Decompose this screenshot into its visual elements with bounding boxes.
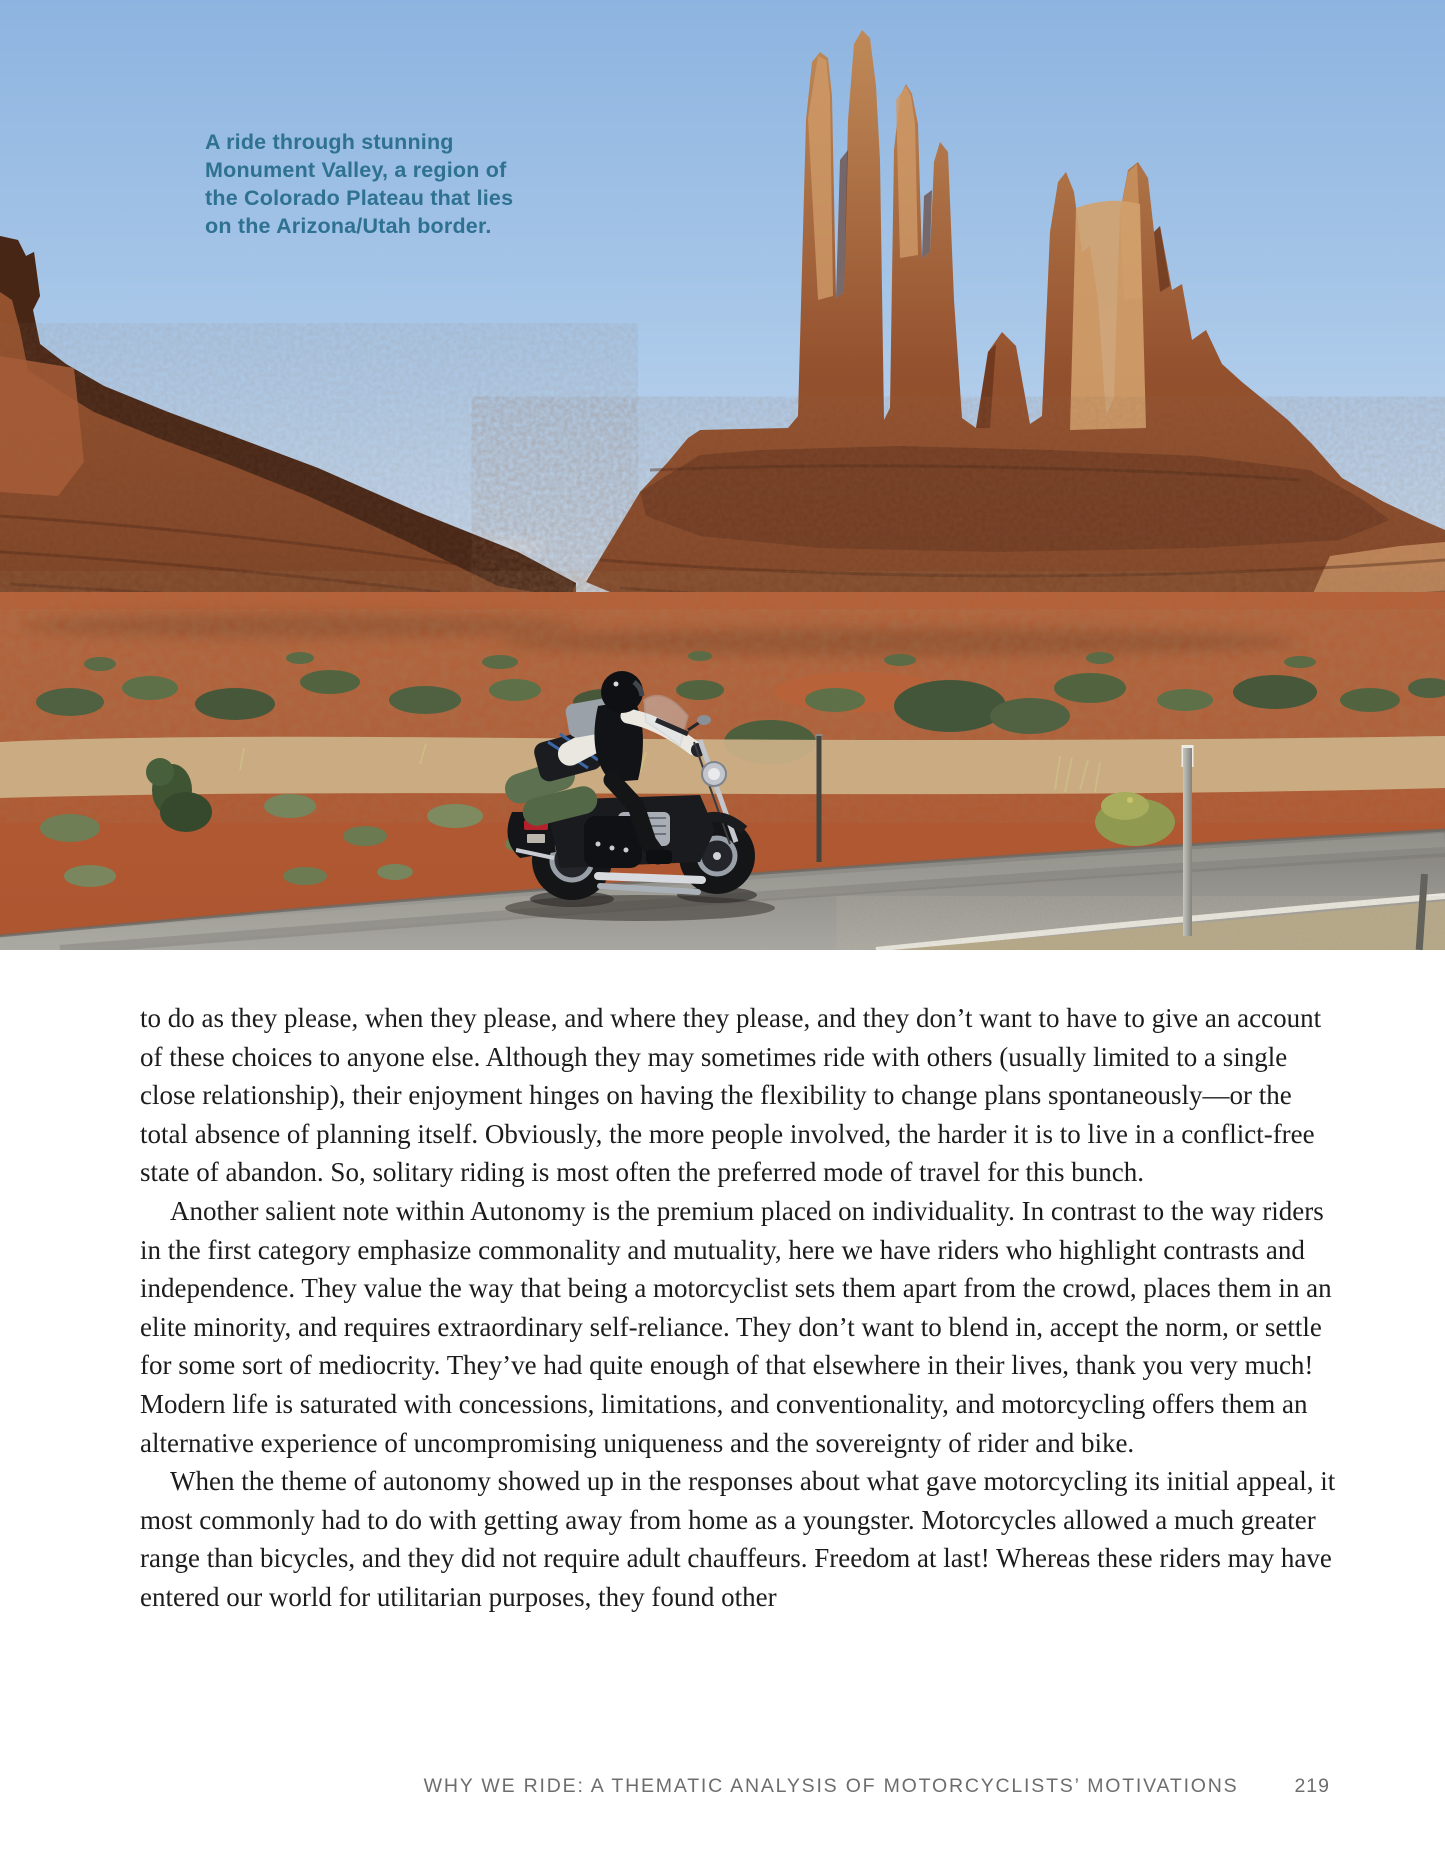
- mirror: [697, 715, 711, 725]
- caption-line-2: Monument Valley, a region of: [205, 158, 507, 182]
- thin-pole: [817, 736, 822, 862]
- caption-line-3: the Colorado Plateau that lies: [205, 186, 514, 210]
- page-footer: [140, 1775, 1330, 1798]
- license-plate: [527, 834, 545, 843]
- boot: [646, 850, 672, 864]
- paragraph-1: to do as they please, when they please, and where they please, and they don’t want to have to give an account of these choices to anyone else. Although they may sometimes ride with others (usually limited to a single close relationship), their enjoyment hinges on having the flexibility to change plans spontaneously—or the total absence of planning itself. Obviously, the more people involved, the harder it is to live in a conflict-free state of abandon. So, solitary riding is most often the preferred mode of travel for this bunch.: [140, 1003, 1322, 1188]
- paragraph-3: When the theme of autonomy showed up in the responses about what gave motorcycling its initial appeal, it most commonly had to do with getting away from home as a youngster. Motorcycles allowed a much greater range than bicycles, and they did not require adult chauffeurs. Freedom at last! Whereas these riders may have entered our world for utilitarian purposes, they found other: [140, 1466, 1336, 1612]
- photo-caption: [205, 128, 513, 240]
- body-text: [140, 999, 1340, 1617]
- caption-line-1: A ride through stunning: [205, 130, 454, 154]
- helmet: [601, 671, 643, 713]
- caption-line-4: on the Arizona/Utah border.: [205, 214, 492, 238]
- marker-post: [1183, 748, 1192, 936]
- page-number: 219: [1294, 1775, 1330, 1797]
- exhaust-pipes: [598, 876, 702, 880]
- paragraph-2: Another salient note within Autonomy is the premium placed on individuality. In contrast to the way riders in the first category emphasize commonality and mutuality, here we have riders who highlight contrasts and independence. They value the way that being a motorcyclist sets them apart from the crowd, places them in an elite minority, and requires extraordinary self-reliance. They don’t want to blend in, accept the norm, or settle for some sort of mediocrity. They’ve had quite enough of that elsewhere in their lives, thank you very much! Modern life is saturated with concessions, limitations, and conventionality, and motorcycling offers them an alternative experience of uncompromising uniqueness and the sovereignty of rider and bike.: [140, 1195, 1332, 1458]
- running-title: WHY WE RIDE: A THEMATIC ANALYSIS OF MOTORCYCLISTS’ MOTIVATIONS: [423, 1775, 1239, 1797]
